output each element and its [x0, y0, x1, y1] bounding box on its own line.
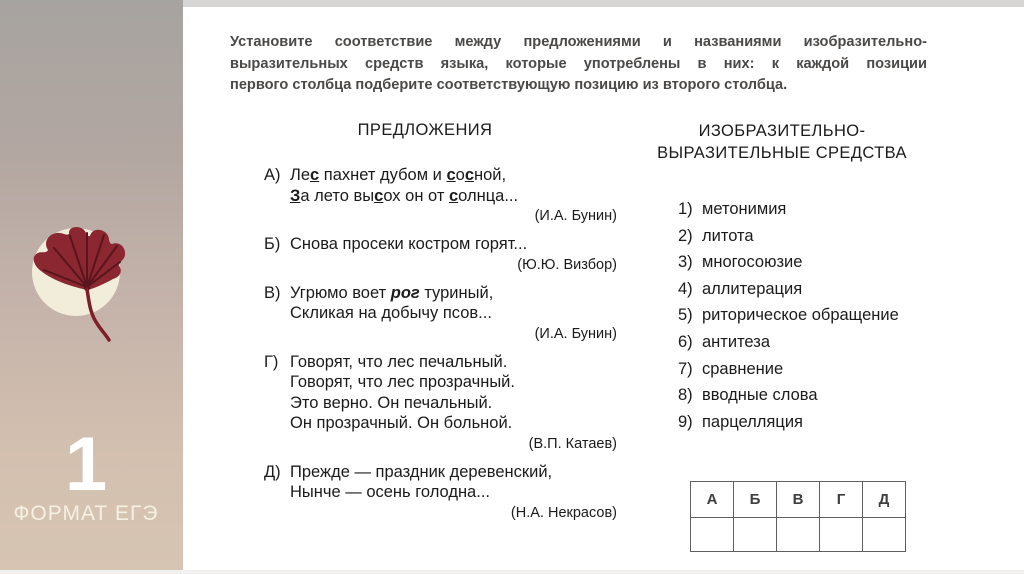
option-label: парцелляция: [702, 412, 803, 431]
answer-table-header-row: [691, 482, 906, 518]
slide-number: 1: [64, 422, 108, 507]
author-credit: (Ю.Ю. Визбор): [517, 256, 617, 273]
sentence-item: [264, 462, 617, 522]
bottom-edge-strip: [0, 570, 1024, 574]
option-label: риторическое обращение: [702, 306, 899, 325]
option-number: 9): [678, 412, 693, 431]
task-instruction: [230, 32, 927, 97]
sentence-item: [264, 283, 617, 343]
option-row: [678, 382, 948, 409]
sentences-list: [264, 165, 617, 531]
sentence-line: [264, 303, 617, 324]
option-number: 5): [678, 306, 693, 325]
option-row: [678, 223, 948, 250]
sentence-line: [264, 372, 617, 393]
text-segment: с: [464, 166, 475, 184]
text-segment: Он прозрачный. Он больной.: [290, 414, 513, 432]
option-row: [678, 329, 948, 356]
answer-header-cell: В: [777, 482, 820, 518]
sidebar: [0, 0, 183, 570]
instruction-line: Установите соответствие между предложениями и названиями изобразительно-: [230, 34, 927, 50]
answer-cell: [863, 518, 906, 552]
options-list: [678, 196, 948, 435]
text-segment: пахнет дубом и: [319, 166, 447, 184]
means-header-line1: ИЗОБРАЗИТЕЛЬНО-: [698, 122, 866, 140]
sentence-label: Г): [264, 352, 279, 371]
option-row: [678, 409, 948, 436]
sentence-label: Б): [264, 235, 281, 253]
author-credit: (Н.А. Некрасов): [510, 504, 617, 521]
sentence-line: [264, 352, 617, 373]
answer-table-input-row: [691, 518, 906, 552]
option-label: литота: [702, 226, 754, 245]
means-column-header: [637, 121, 927, 164]
option-row: [678, 276, 948, 303]
option-number: 7): [678, 359, 693, 378]
text-segment: Ле: [290, 166, 311, 184]
answer-header-cell: Д: [863, 482, 906, 518]
option-row: [678, 302, 948, 329]
ginkgo-leaf-icon: [30, 226, 130, 346]
text-segment: Угрюмо воет: [290, 283, 391, 302]
option-number: 6): [678, 332, 693, 351]
format-caption: ФОРМАТ ЕГЭ: [13, 502, 159, 525]
sentence-item: [264, 234, 617, 274]
option-number: 2): [678, 226, 693, 245]
text-segment: Говорят, что лес печальный.: [290, 352, 508, 371]
means-header-line2: ВЫРАЗИТЕЛЬНЫЕ СРЕДСТВА: [657, 143, 907, 162]
option-label: антитеза: [702, 332, 770, 351]
option-row: [678, 356, 948, 383]
sentence-line: [264, 186, 617, 207]
instruction-line: выразительных средств языка, которые употреблены в них: к каждой позиции: [230, 55, 927, 72]
option-number: 4): [678, 279, 693, 298]
sentence-line: [264, 393, 617, 414]
text-segment: З: [290, 186, 301, 205]
text-segment: Говорят, что лес прозрачный.: [290, 373, 515, 391]
text-segment: Это верно. Он печальный.: [290, 393, 493, 412]
option-label: многосоюзие: [702, 253, 803, 272]
text-segment: с: [446, 166, 456, 184]
sentence-item: [264, 352, 617, 453]
text-segment: Нынче — осень голодна...: [290, 483, 490, 501]
option-label: сравнение: [702, 359, 784, 378]
top-edge-strip: [183, 0, 1024, 7]
text-segment: рог: [390, 283, 420, 302]
option-number: 8): [678, 386, 693, 405]
sentence-label: А): [264, 166, 281, 184]
text-segment: олнца...: [458, 186, 519, 205]
option-row: [678, 249, 948, 276]
author-credit: (И.А. Бунин): [534, 325, 617, 342]
sentence-line: [264, 413, 617, 434]
sentence-label: Д): [264, 462, 281, 481]
option-row: [678, 196, 948, 223]
text-segment: туриный,: [419, 283, 494, 302]
instruction-line: первого столбца подберите соответствующую позицию из второго столбца.: [230, 77, 788, 93]
option-label: метонимия: [702, 200, 787, 218]
answer-table: [690, 481, 906, 552]
sentences-column-header: ПРЕДЛОЖЕНИЯ: [357, 121, 493, 139]
text-segment: с: [374, 186, 384, 205]
sentence-line: [264, 234, 617, 255]
answer-cell: [691, 518, 734, 552]
text-segment: с: [448, 186, 459, 205]
sentence-line: [264, 283, 617, 304]
text-segment: ох он от: [383, 186, 449, 205]
option-number: 3): [678, 253, 693, 272]
text-segment: ной,: [474, 166, 507, 184]
text-segment: а лето вы: [300, 186, 375, 205]
answer-header-cell: Г: [820, 482, 863, 518]
author-credit: (И.А. Бунин): [534, 208, 617, 224]
sentence-line: [264, 165, 617, 186]
text-segment: с: [310, 166, 320, 184]
sentence-line: [264, 482, 617, 503]
answer-header-cell: Б: [734, 482, 777, 518]
answer-header-cell: А: [691, 482, 734, 518]
author-credit: (В.П. Катаев): [528, 435, 617, 452]
sentence-item: [264, 165, 617, 225]
answer-cell: [734, 518, 777, 552]
text-segment: Снова просеки костром горят...: [290, 235, 528, 253]
answer-cell: [820, 518, 863, 552]
text-segment: Прежде — праздник деревенский,: [290, 462, 553, 481]
sentence-label: В): [264, 283, 281, 302]
option-label: вводные слова: [702, 386, 818, 405]
text-segment: Скликая на добычу псов...: [290, 304, 492, 322]
option-number: 1): [678, 200, 693, 218]
option-label: аллитерация: [702, 279, 803, 298]
text-segment: о: [455, 166, 465, 184]
sentence-line: [264, 462, 617, 483]
answer-cell: [777, 518, 820, 552]
